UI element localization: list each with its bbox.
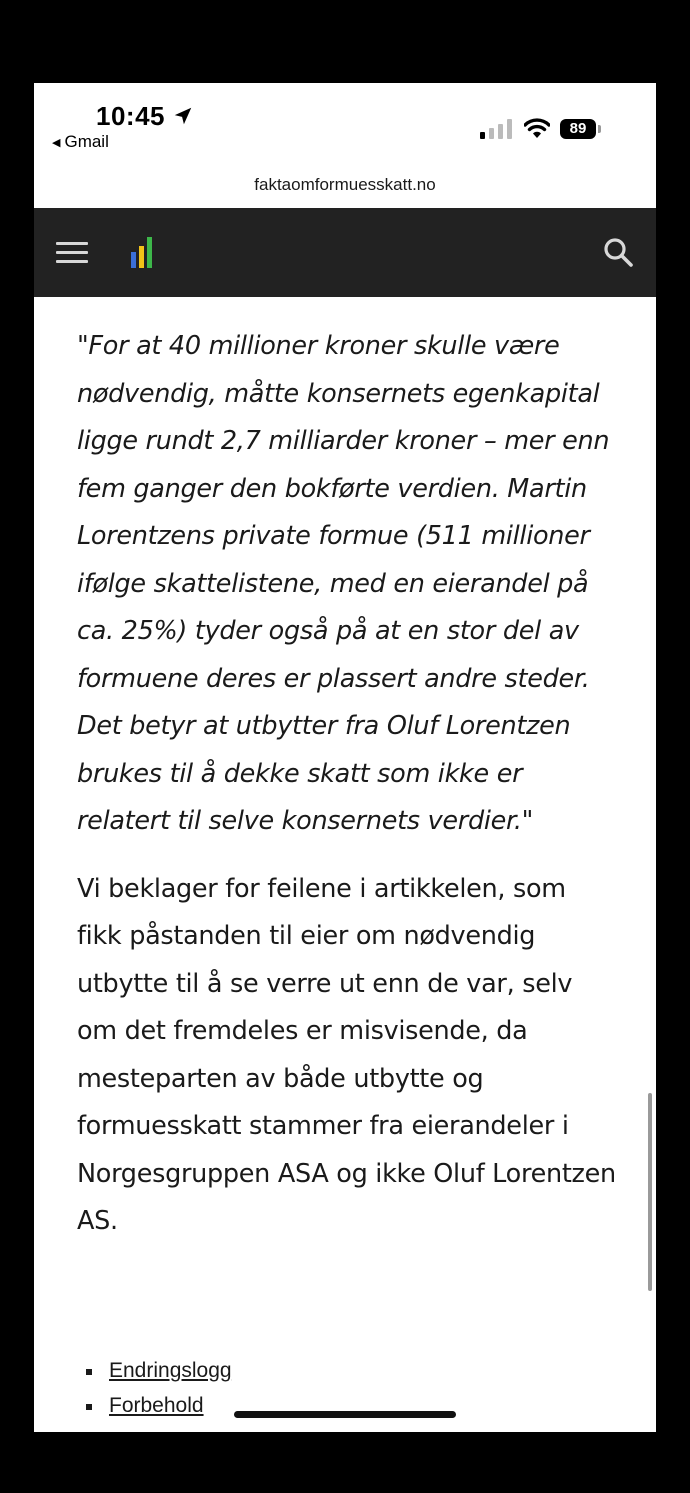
menu-icon[interactable] [56, 242, 88, 264]
home-indicator[interactable] [234, 1411, 456, 1418]
back-triangle-icon: ◀ [52, 137, 61, 149]
site-header [34, 208, 656, 297]
location-arrow-icon [172, 105, 194, 127]
disclaimer-link[interactable]: Forbehold [109, 1394, 204, 1417]
wifi-icon [524, 117, 550, 139]
changelog-link[interactable]: Endringslogg [109, 1359, 232, 1382]
status-time: 10:45 [96, 101, 165, 131]
status-bar [34, 83, 656, 194]
phone-screen [34, 83, 656, 1432]
battery-cap [598, 125, 601, 133]
article-quote: "For at 40 millioner kroner skulle være nødvendig, måtte konsernets egenkapital ligge rundt 2,7 milliarder kroner – mer enn fem ganger den bokførte verdien. Martin Lorentzens private formue (511 millioner ifølge skattelistene, med en eierandel på ca. 25%) tyder også på at en stor del av formuene deres er plassert andre steder. Det betyr at utbytter fra Oluf Lorentzen brukes til å dekke skatt som ikke er relatert til selve konsernets verdier." [77, 331, 610, 836]
article-content [77, 323, 617, 1246]
scrollbar[interactable] [648, 1093, 652, 1291]
article-paragraph: Vi beklager for feilene i artikkelen, som fikk påstanden til eier om nødvendig utbytte til å se verre ut enn de var, selv om det fremdeles er misvisende, da mesteparten av både utbytte og formuesskatt stammer fra eierandeler i Norgesgruppen ASA og ikke Oluf Lorentzen AS. [77, 873, 616, 1236]
battery-indicator: 89 [560, 119, 596, 139]
footer-links [86, 1353, 232, 1423]
back-to-app-button[interactable] [52, 132, 109, 152]
address-bar-url[interactable]: faktaomformuesskatt.no [254, 175, 436, 194]
cellular-signal-icon [480, 119, 512, 139]
footer-link-item [86, 1388, 232, 1423]
search-icon[interactable] [602, 236, 634, 268]
footer-link-item [86, 1353, 232, 1388]
site-logo-bar-chart-icon[interactable] [130, 236, 154, 268]
back-app-label: Gmail [64, 132, 109, 151]
